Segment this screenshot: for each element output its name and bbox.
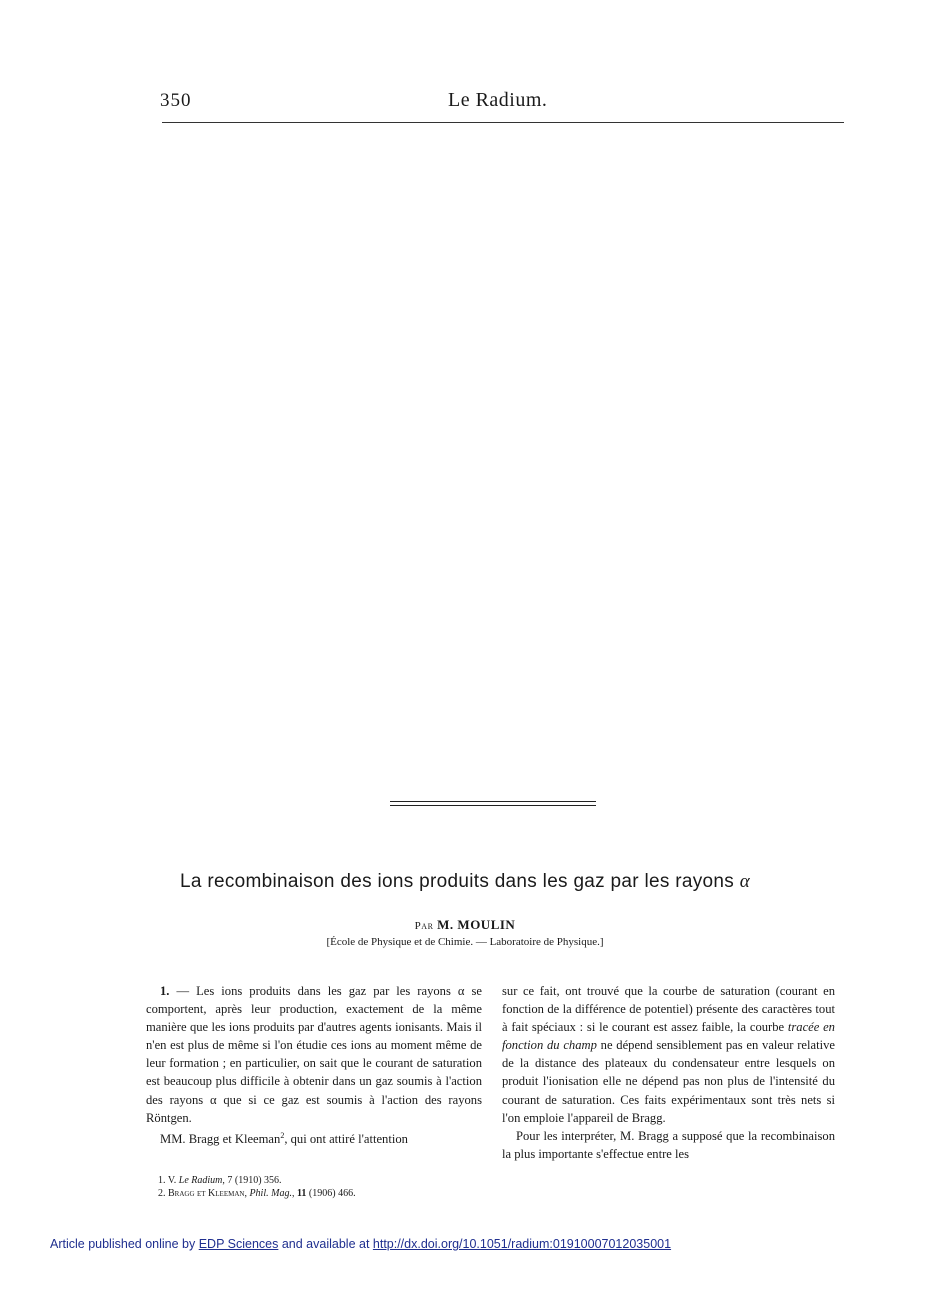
right-column	[502, 982, 835, 1163]
footnote-authors: Bragg et Kleeman	[168, 1188, 245, 1199]
footnote-journal: Le Radium	[178, 1175, 223, 1186]
section-number: 1.	[160, 984, 170, 998]
publication-notice	[50, 1237, 671, 1251]
footnote-2: 2. Bragg et Kleeman, Phil. Mag., 11 (1906) 466.	[158, 1188, 356, 1199]
paragraph	[502, 982, 835, 1127]
author-prefix: Par	[414, 920, 434, 932]
footnotes	[158, 1174, 478, 1200]
header-rule	[162, 122, 844, 123]
affiliation: [École de Physique et de Chimie. — Laboratoire de Physique.]	[326, 936, 604, 948]
author-line	[0, 917, 930, 933]
paragraph	[502, 1127, 835, 1163]
page-number: 350	[160, 90, 192, 111]
article-title-text: La recombinaison des ions produits dans les gaz par les rayons	[180, 871, 735, 892]
left-column	[146, 982, 482, 1148]
section-separator	[390, 801, 596, 809]
footnote-citation: (1906) 466.	[306, 1188, 356, 1199]
paragraph-emphasis: tracée en fonction du champ	[502, 1020, 835, 1053]
paragraph-text: ne dépend sensiblement pas en valeur relative de la distance des plateaux du condensateur entre lesquels on produit l'ionisation elle ne dépend pas non plus de l'intensité du courant de saturation. Ces faits expérimentaux sont très nets si l'on emploie l'appareil de Bragg.	[502, 1038, 835, 1125]
notice-text: and available at	[278, 1237, 373, 1251]
doi-link[interactable]: http://dx.doi.org/10.1051/radium:01910007012035001	[372, 1237, 672, 1251]
paragraph	[146, 1127, 482, 1148]
separator-line	[390, 805, 596, 806]
footnote-number: 1.	[158, 1175, 166, 1186]
running-title: Le Radium.	[448, 89, 548, 111]
paragraph-text: Pour les interpréter, M. Bragg a supposé que la recombinaison la plus importante s'effectue entre les	[502, 1128, 835, 1161]
footnote-volume: 11	[296, 1188, 307, 1199]
separator-line	[390, 801, 596, 802]
footnote-number: 2.	[158, 1188, 166, 1199]
notice-text: Article published online by	[50, 1237, 199, 1251]
footnote-prefix: V.	[167, 1175, 177, 1186]
paragraph-text: MM. Bragg et Kleeman	[160, 1131, 281, 1146]
publisher-link[interactable]: EDP Sciences	[198, 1237, 279, 1251]
article-title	[0, 871, 930, 893]
paragraph-text: — Les ions produits dans les gaz par les rayons α se comportent, après leur production, exactement de la même manière que les ions produits par d'autres agents ionisants. Mais il n'en est plus de même si l'on étudie ces ions au moment même de leur formation ; en particulier, on sait que le courant de saturation est beaucoup plus difficile à obtenir dans un gaz soumis à l'action des rayons α que si ce gaz est soumis à l'action des rayons Röntgen.	[146, 984, 482, 1125]
footnote-journal: Phil. Mag.	[249, 1188, 292, 1199]
footnote-1	[158, 1174, 478, 1187]
footnote-ref: 2	[280, 1130, 285, 1140]
paragraph-text: , qui ont attiré l'attention	[284, 1131, 408, 1146]
footnote-citation: , 7 (1910) 356.	[222, 1175, 282, 1186]
paragraph	[146, 982, 482, 1127]
alpha-symbol: α	[739, 871, 750, 892]
author-name: M. MOULIN	[437, 917, 516, 932]
paragraph-text: sur ce fait, ont trouvé que la courbe de saturation (courant en fonction de la différence de potentiel) présente des caractères tout à fait spéciaux : si le courant est assez faible, la courbe	[502, 984, 835, 1035]
